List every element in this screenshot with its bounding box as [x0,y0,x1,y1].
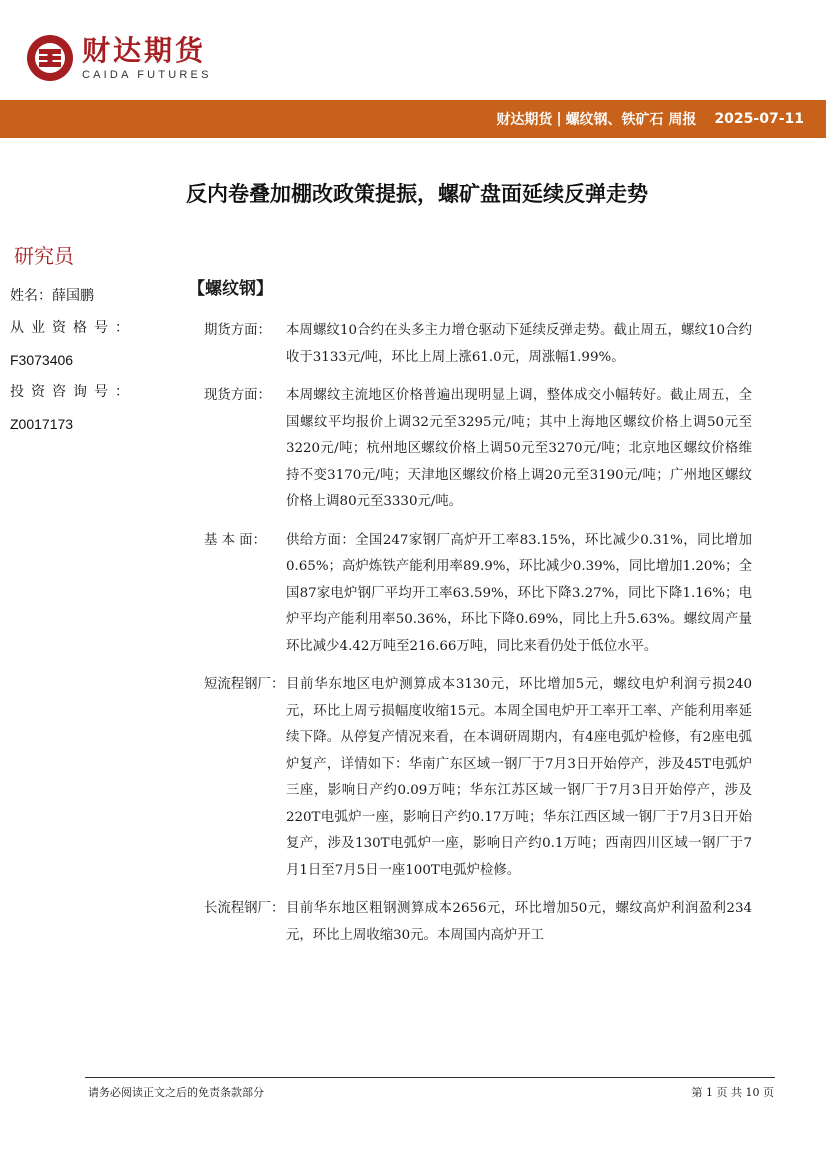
invest-number: Z0017173 [10,416,74,432]
paragraph-label: 期货方面： [204,323,271,338]
brand-name-en: CAIDA FUTURES [82,68,212,81]
section-heading: 【螺纹钢】 [188,279,273,299]
researcher-sidebar [10,240,160,445]
paragraph-text: 供给方面：全国247家钢厂高炉开工率83.15%，环比减少0.31%，同比增加0.65%；高炉炼铁产能利用率89.9%，环比减少0.39%，同比增加1.20%；全国87家电炉钢厂平均开工率63.59%，环比下降3.27%，同比下降1.16%；电炉平均产能利用率50.36%，环比下降0.69%，同比上升5.63%。螺纹周产量环比减少4.42万吨至216.66万吨，同比来看仍处于低位水平。 [286,532,752,654]
report-title: 反内卷叠加棚改政策提振，螺矿盘面延续反弹走势 [186,182,648,206]
researcher-name: 姓名：薛国鹏 [10,288,94,304]
paragraph-futures [204,318,752,371]
banner-topic: 螺纹钢、铁矿石 周报 [565,112,697,128]
paragraph-spot [204,383,752,516]
cert-label: 从业资格号： [10,320,136,336]
brand-logo [26,34,212,82]
report-banner [0,100,826,138]
paragraph-label: 基 本 面： [204,532,267,548]
researcher-heading: 研究员 [14,244,74,268]
paragraph-short-process [204,672,752,884]
footer-disclaimer: 请务必阅读正文之后的免责条款部分 [88,1086,264,1099]
paragraph-fundamentals [204,528,752,661]
page-number: 第 1 页 共 10 页 [691,1086,774,1099]
banner-company: 财达期货 [496,112,553,128]
paragraph-text: 本周螺纹10合约在头多主力增仓驱动下延续反弹走势。截止周五，螺纹10合约收于3133元/吨，环比上周上涨61.0元，周涨幅1.99%。 [286,323,752,365]
paragraph-text: 目前华东地区粗钢测算成本2656元，环比增加50元，螺纹高炉利润盈利234元，环比上周收缩30元。本周国内高炉开工 [286,901,752,943]
cert-number: F3073406 [10,352,74,368]
paragraph-text: 目前华东地区电炉测算成本3130元，环比增加5元，螺纹电炉利润亏损240元，环比上周亏损幅度收缩15元。本周全国电炉开工率开工率、产能利用率延续下降。从停复产情况来看，在本调研周期内，有4座电弧炉检修，有2座电弧炉复产，详情如下：华南广东区域一钢厂于7月3日开始停产，涉及45T电弧炉三座，影响日产约0.09万吨；华东江苏区域一钢厂于7月3日开始停产，涉及220T电弧炉一座，影响日产约0.17万吨；华东江西区域一钢厂于7月3日开始复产，涉及130T电弧炉一座，影响日产约0.1万吨；西南四川区域一钢厂于7月1日至7月5日一座100T电弧炉检修。 [286,677,752,878]
report-body [204,318,752,961]
caida-logo-icon [26,34,74,82]
paragraph-label: 短流程钢厂： [204,677,285,692]
paragraph-label: 现货方面： [204,388,271,403]
footer-divider [85,1077,775,1078]
banner-date: 2025-07-11 [714,111,804,127]
brand-name-cn: 财达期货 [82,33,207,67]
paragraph-label: 长流程钢厂： [204,901,285,916]
paragraph-long-process [204,896,752,949]
invest-label: 投资咨询号： [10,384,136,400]
paragraph-text: 本周螺纹主流地区价格普遍出现明显上调，整体成交小幅转好。截止周五，全国螺纹平均报价上调32元至3295元/吨；其中上海地区螺纹价格上调50元至3220元/吨；杭州地区螺纹价格上调50元至3270元/吨；北京地区螺纹价格维持不变3170元/吨；天津地区螺纹价格上调20元至3190元/吨；广州地区螺纹价格上调80元至3330元/吨。 [286,388,752,509]
banner-separator: | [556,111,562,127]
